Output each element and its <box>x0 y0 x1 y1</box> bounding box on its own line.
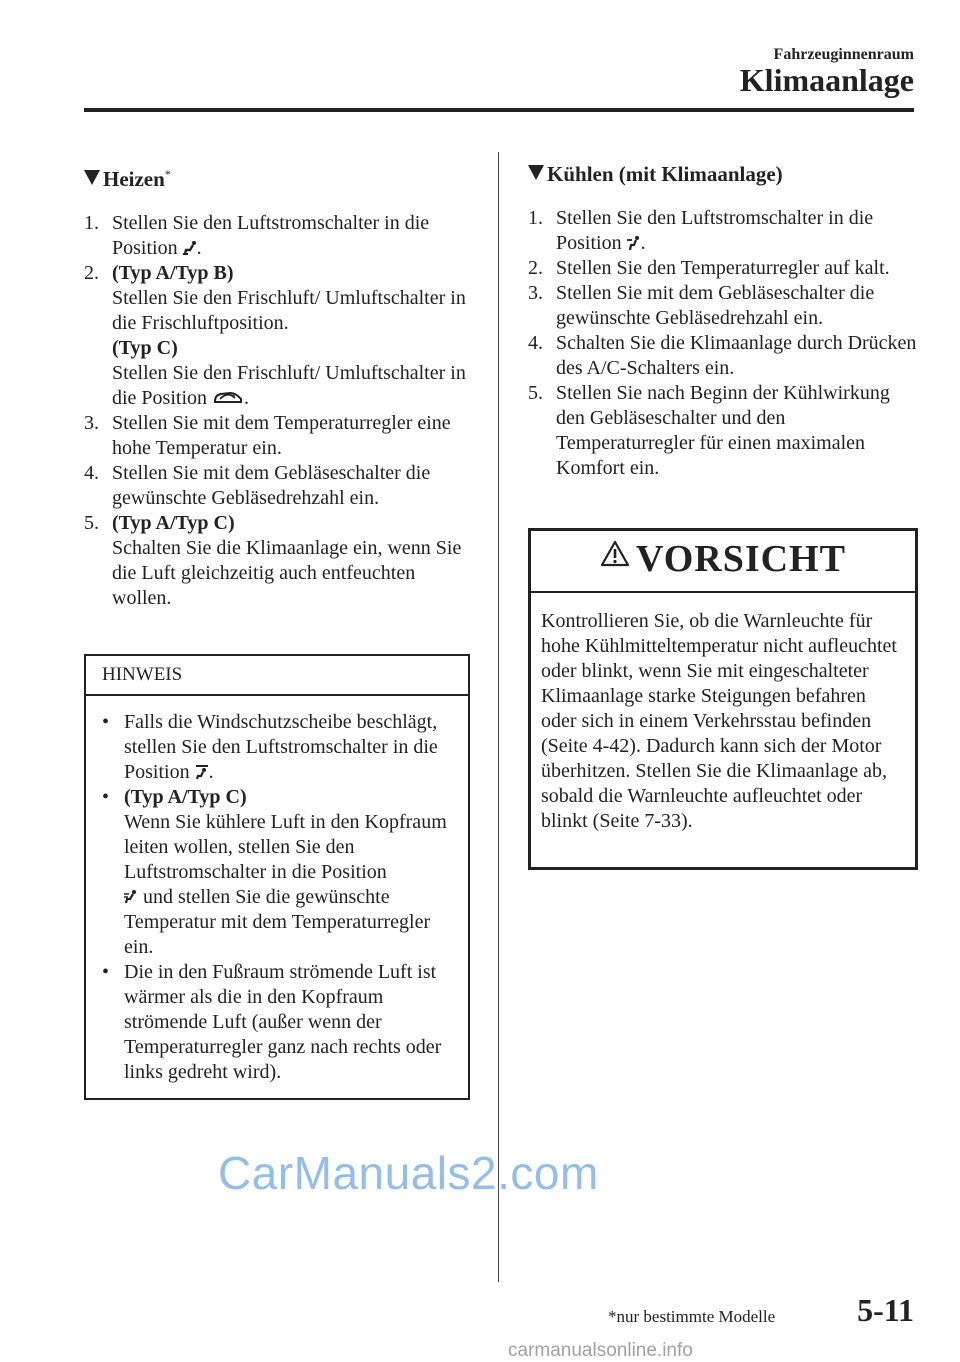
face-vent-icon <box>627 235 641 251</box>
step-2 <box>528 256 918 281</box>
step-text: Stellen Sie den Frischluft/ Umluftschalter in die Frischluftposition. <box>112 287 466 334</box>
type-label: (Typ A/Typ C) <box>112 512 235 534</box>
right-column <box>528 160 918 481</box>
step-number: 2. <box>528 257 543 279</box>
note-text: Die in den Fußraum strömende Luft ist wärmer als die in den Kopfraum strömende Luft (außer wenn der Temperaturregler ganz nach rechts oder links gedreht wird). <box>124 961 442 1083</box>
heading-kuehlen <box>528 160 918 188</box>
bullet: • <box>102 711 110 733</box>
bullet: • <box>102 961 110 983</box>
step-number: 1. <box>84 212 99 234</box>
step-number: 3. <box>84 412 99 434</box>
note-box <box>84 654 470 1100</box>
step-text: Stellen Sie mit dem Gebläseschalter die gewünschte Gebläsedrehzahl ein. <box>112 462 431 509</box>
type-label: (Typ C) <box>112 337 178 359</box>
step-number: 2. <box>84 262 99 284</box>
step-text: Schalten Sie die Klimaanlage durch Drücken des A/C-Schalters ein. <box>556 332 917 379</box>
page-number: 5-11 <box>857 1292 914 1328</box>
step-4 <box>528 331 918 381</box>
step-text-end: . <box>640 232 646 254</box>
triangle-marker-icon <box>84 170 100 185</box>
step-3 <box>528 281 918 331</box>
step-4 <box>84 461 474 511</box>
recirculation-icon <box>212 388 244 408</box>
warning-triangle-icon <box>600 540 630 567</box>
step-number: 5. <box>528 382 543 404</box>
airflow-feet-icon <box>183 240 197 256</box>
note-text-end: . <box>208 761 214 783</box>
caution-text: Kontrollieren Sie, ob die Warnleuchte für hohe Kühlmitteltemperatur nicht aufleuchtet oder blinkt, wenn Sie mit eingeschalteter Klimaanlage starke Steigungen befahren oder sich in einem Verkehrsstau befinden (Seite 4-42). Dadurch kann sich der Motor überhitzen. Stellen Sie die Klimaanlage ab, sobald die Warnleuchte aufleuchtet oder blinkt (Seite 7-33). <box>541 610 897 832</box>
type-label: (Typ A/Typ B) <box>112 262 234 284</box>
step-text: Stellen Sie mit dem Gebläseschalter die gewünschte Gebläsedrehzahl ein. <box>556 282 875 329</box>
step-text: Stellen Sie den Frischluft/ Umluftschalter in die Position <box>112 362 466 409</box>
step-number: 4. <box>528 332 543 354</box>
footnote: *nur bestimmte Modelle <box>608 1307 776 1326</box>
section-label: Fahrzeuginnenraum <box>773 46 914 63</box>
step-5 <box>528 381 918 481</box>
note-item <box>102 710 452 785</box>
step-text: Stellen Sie den Temperaturregler auf kalt. <box>556 257 890 279</box>
watermark-carmanuals: CarManuals2.com <box>218 1147 599 1199</box>
left-column <box>84 160 474 611</box>
column-divider <box>498 152 499 1282</box>
caution-header <box>531 531 915 593</box>
note-text: und stellen Sie die gewünschte Temperatur mit dem Temperaturregler ein. <box>124 886 431 958</box>
step-number: 3. <box>528 282 543 304</box>
step-text: Schalten Sie die Klimaanlage ein, wenn Sie die Luft gleichzeitig auch entfeuchten wollen. <box>112 537 462 609</box>
page-title: Klimaanlage <box>739 62 914 98</box>
type-label: (Typ A/Typ C) <box>124 786 247 808</box>
step-text-end: . <box>244 387 250 409</box>
step-1 <box>84 211 474 261</box>
step-5 <box>84 511 474 611</box>
bullet: • <box>102 786 110 808</box>
step-text: Stellen Sie mit dem Temperaturregler eine hohe Temperatur ein. <box>112 412 451 459</box>
bi-level-icon <box>124 889 138 905</box>
triangle-marker-icon <box>528 165 544 180</box>
note-text: Falls die Windschutzscheibe beschlägt, stellen Sie den Luftstromschalter in die Position <box>124 711 438 783</box>
step-number: 1. <box>528 207 543 229</box>
step-text: Stellen Sie den Luftstromschalter in die Position <box>556 207 874 254</box>
step-text: Stellen Sie den Luftstromschalter in die Position <box>112 212 430 259</box>
heading-text: Heizen <box>103 167 165 191</box>
note-item <box>102 960 452 1085</box>
step-number: 4. <box>84 462 99 484</box>
note-title: HINWEIS <box>86 656 468 696</box>
footnote-mark: * <box>164 167 171 181</box>
windshield-feet-icon <box>195 764 209 780</box>
caution-title: VORSICHT <box>636 538 846 580</box>
step-2 <box>84 261 474 411</box>
step-1 <box>528 206 918 256</box>
step-number: 5. <box>84 512 99 534</box>
heading-heizen <box>84 160 474 193</box>
heading-text: Kühlen (mit Klimaanlage) <box>547 162 783 186</box>
watermark-carmanualsonline: carmanualsonline.info <box>508 1340 693 1361</box>
caution-box <box>528 528 918 870</box>
note-item <box>102 785 452 960</box>
note-text: Wenn Sie kühlere Luft in den Kopfraum leiten wollen, stellen Sie den Luftstromschalter in die Position <box>124 811 447 883</box>
header-rule <box>84 108 914 112</box>
step-3 <box>84 411 474 461</box>
step-text-end: . <box>196 237 202 259</box>
step-text: Stellen Sie nach Beginn der Kühlwirkung den Gebläseschalter und den Temperaturregler für einen maximalen Komfort ein. <box>556 382 890 479</box>
